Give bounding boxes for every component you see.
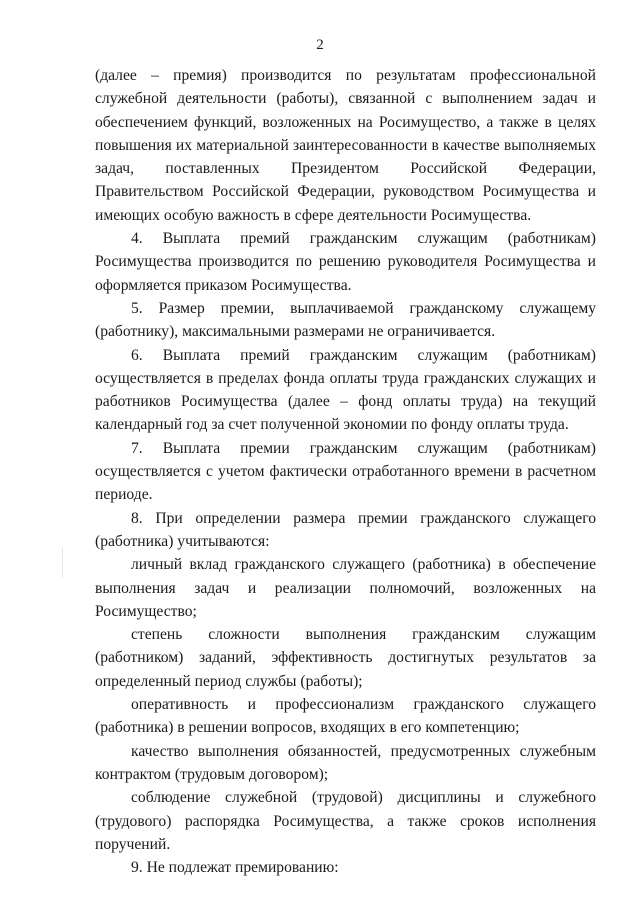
scan-artifact-mark — [62, 548, 63, 578]
paragraph-item-6: 6. Выплата премий гражданским служащим (работникам) осуществляется в пределах фонда оплаты труда гражданских служащих и работников Росимущества (далее – фонд оплаты труда) на текущий календарный год за счет полученной экономии по фонду оплаты труда. — [95, 346, 596, 434]
paragraph-criterion-efficiency: оперативность и профессионализм гражданского служащего (работника) в решении вопросов, входящих в его компетенцию; — [95, 696, 596, 737]
paragraph-criterion-discipline: соблюдение служебной (трудовой) дисциплины и служебного (трудового) распорядка Росимущества, а также сроков исполнения поручений. — [95, 789, 596, 853]
paragraph-criterion-complexity: степень сложности выполнения гражданским служащим (работником) заданий, эффективность достигнутых результатов за определенный период службы (работы); — [95, 626, 596, 690]
paragraph-criterion-quality: качество выполнения обязанностей, предусмотренных служебным контрактом (трудовым договором); — [95, 742, 596, 783]
paragraph-criterion-personal-contribution: личный вклад гражданского служащего (работника) в обеспечение выполнения задач и реализации полномочий, возложенных на Росимущество; — [95, 556, 596, 620]
paragraph-item-7: 7. Выплата премии гражданским служащим (работникам) осуществляется с учетом фактически отработанного времени в расчетном периоде. — [95, 439, 596, 504]
paragraph-item-9: 9. Не подлежат премированию: — [131, 859, 339, 877]
page-number: 2 — [316, 37, 324, 53]
paragraph-item-5: 5. Размер премии, выплачиваемой гражданскому служащему (работнику), максимальными размерами не ограничивается. — [95, 299, 596, 341]
paragraph-continuation: (далее – премия) производится по результатам профессиональной служебной деятельности (работы), связанной с выполнением задач и обеспечением функций, возложенных на Росимущество, а также в целях повышения их материальной заинтересованности в качестве выполняемых задач, поставленных Президентом Российской Федерации, Правительством Российской Федерации, руководством Росимущества и имеющих особую важность в сфере деятельности Росимущества. — [95, 67, 596, 224]
document-body — [95, 64, 596, 879]
paragraph-item-4: 4. Выплата премий гражданским служащим (работникам) Росимущества производится по решению руководителя Росимущества и оформляется приказом Росимущества. — [95, 230, 596, 294]
paragraph-item-8: 8. При определении размера премии гражданского служащего (работника) учитываются: — [95, 509, 596, 550]
